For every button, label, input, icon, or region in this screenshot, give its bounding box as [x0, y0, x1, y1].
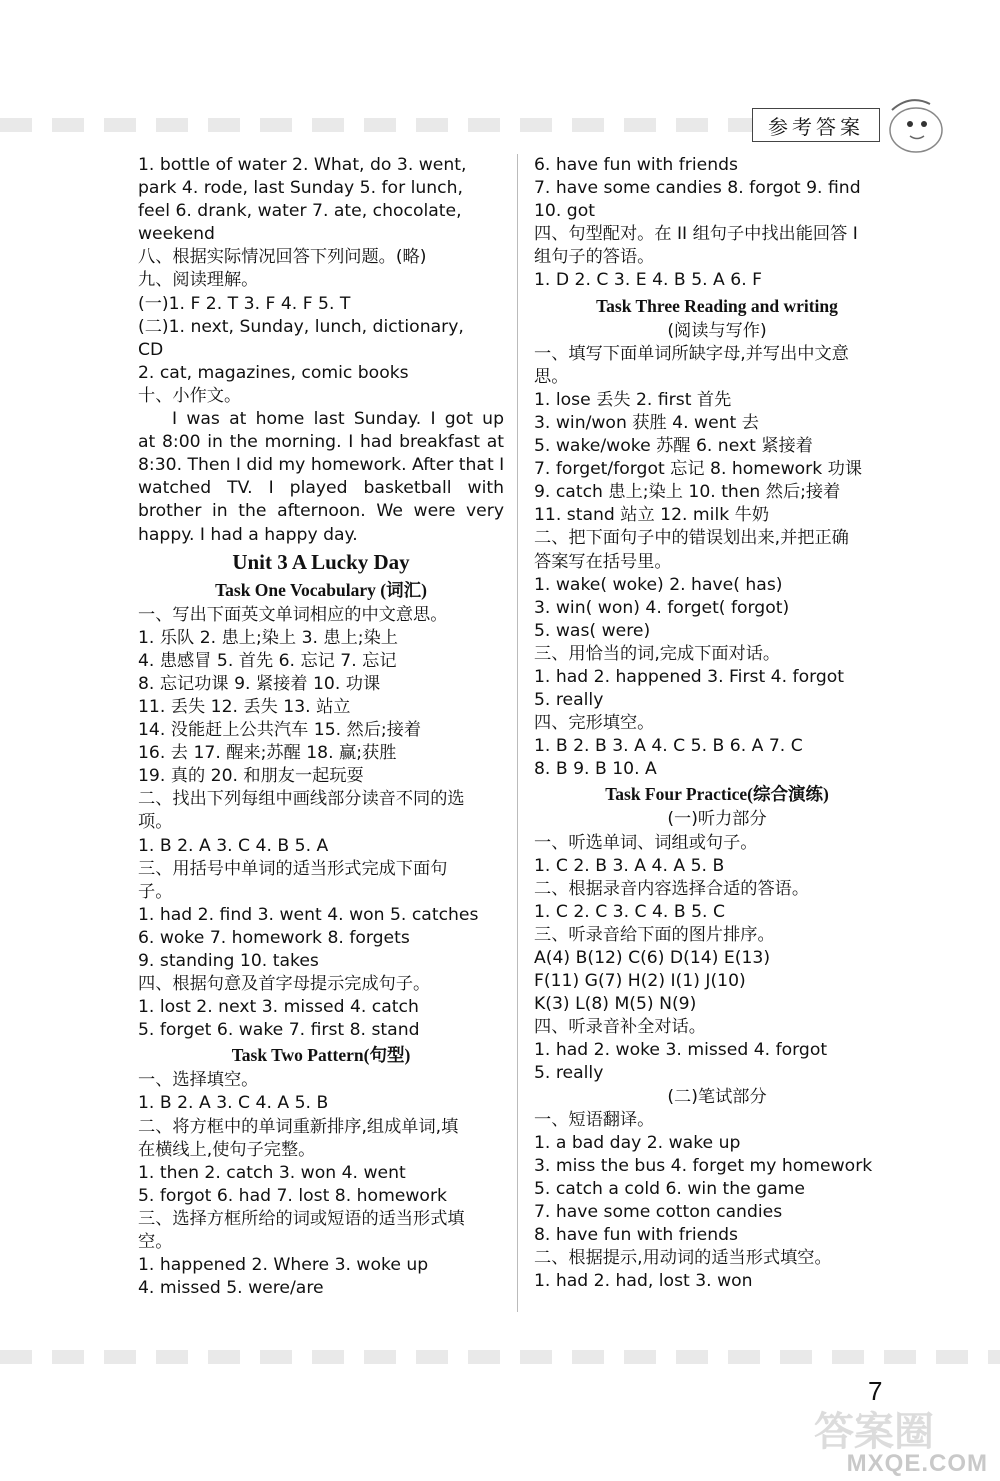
answer-line: 5. forget 6. wake 7. first 8. stand: [138, 1020, 420, 1041]
answer-line: 11. stand 站立 12. milk 牛奶: [534, 505, 770, 526]
answer-line: 6. woke 7. homework 8. forgets: [138, 927, 410, 948]
question-heading: 在横线上,使句子完整。: [138, 1139, 316, 1160]
answer-line: 1. a bad day 2. wake up: [534, 1132, 741, 1153]
question-heading: 子。: [138, 881, 173, 902]
answer-line: 16. 去 17. 醒来;苏醒 18. 赢;获胜: [138, 743, 397, 764]
question-heading: 一、写出下面英文单词相应的中文意思。: [138, 604, 448, 625]
section-subtitle: (二)笔试部分: [667, 1086, 767, 1107]
answer-line: 1. lose 丢失 2. first 首先: [534, 389, 732, 410]
answer-line: 4. missed 5. were/are: [138, 1278, 324, 1299]
task-subtitle: (阅读与写作): [667, 320, 767, 341]
answer-line: 7. have some candies 8. forgot 9. find: [534, 178, 861, 199]
right-column: [534, 154, 900, 1293]
question-heading: 答案写在括号里。: [534, 551, 672, 572]
answer-line: 4. 患感冒 5. 首先 6. 忘记 7. 忘记: [138, 650, 397, 671]
answer-line: 1. had 2. happened 3. First 4. forgot: [534, 666, 845, 687]
answer-line: 7. forget/forgot 忘记 8. homework 功课: [534, 459, 863, 480]
answer-line: 1. B 2. A 3. C 4. A 5. B: [138, 1093, 329, 1114]
answer-line: 5. catch a cold 6. win the game: [534, 1178, 805, 1199]
answer-line: 1. B 2. A 3. C 4. B 5. A: [138, 835, 329, 856]
answer-line: 1. happened 2. Where 3. woke up: [138, 1255, 429, 1276]
essay-line: happy. I had a happy day.: [138, 524, 358, 545]
question-heading: 四、完形填空。: [534, 713, 655, 734]
answer-line: 3. win( won) 4. forget( forgot): [534, 597, 790, 618]
answer-line: 3. miss the bus 4. forget my homework: [534, 1155, 873, 1176]
answer-line: 1. bottle of water 2. What, do 3. went,: [138, 155, 467, 175]
question-heading: 一、填写下面单词所缺字母,并写出中文意: [534, 343, 849, 364]
answer-line: feel 6. drank, water 7. ate, chocolate,: [138, 201, 462, 222]
answer-line: 11. 丢失 12. 丢失 13. 站立: [138, 696, 351, 717]
section-subtitle: (一)听力部分: [667, 809, 767, 830]
answer-line: 8. B 9. B 10. A: [534, 759, 657, 780]
answer-line: 5. really: [534, 1063, 604, 1084]
question-heading: 思。: [534, 366, 569, 387]
question-heading: 八、根据实际情况回答下列问题。(略): [138, 247, 427, 268]
answer-line: 5. wake/woke 苏醒 6. next 紧接着: [534, 436, 813, 457]
answer-line: 1. lost 2. next 3. missed 4. catch: [138, 997, 419, 1018]
answer-line: 8. 忘记功课 9. 紧接着 10. 功课: [138, 673, 381, 694]
answer-line: (二)1. next, Sunday, lunch, dictionary,: [138, 316, 464, 337]
question-heading: 二、根据提示,用动词的适当形式填空。: [534, 1248, 832, 1269]
answer-line: 19. 真的 20. 和朋友一起玩耍: [138, 766, 364, 787]
answer-line: 1. had 2. woke 3. missed 4. forgot: [534, 1040, 828, 1061]
essay-line: 8:30. Then I did my homework. After that I: [138, 455, 505, 476]
answer-line: 14. 没能赶上公共汽车 15. 然后;接着: [138, 720, 422, 741]
question-heading: 二、把下面句子中的错误划出来,并把正确: [534, 528, 849, 549]
section-header-box: [752, 108, 880, 142]
question-heading: 项。: [138, 812, 173, 833]
question-heading: 二、根据录音内容选择合适的答语。: [534, 878, 810, 899]
answer-line: F(11) G(7) H(2) I(1) J(10): [534, 971, 746, 992]
question-heading: 九、阅读理解。: [138, 270, 259, 291]
answer-line: 5. forgot 6. had 7. lost 8. homework: [138, 1185, 447, 1206]
answer-line: 1. C 2. B 3. A 4. A 5. B: [534, 855, 725, 876]
question-heading: 二、将方框中的单词重新排序,组成单词,填: [138, 1116, 459, 1137]
answer-line: 1. B 2. B 3. A 4. C 5. B 6. A 7. C: [534, 736, 803, 757]
answer-line: K(3) L(8) M(5) N(9): [534, 994, 697, 1015]
answer-line: 1. had 2. had, lost 3. won: [534, 1271, 753, 1292]
essay-line: I was at home last Sunday. I got up: [172, 409, 504, 430]
answer-line: 1. 乐队 2. 患上;染上 3. 患上;染上: [138, 627, 398, 648]
question-heading: 一、选择填空。: [138, 1070, 259, 1091]
task-title: Task Three Reading and writing: [596, 295, 838, 316]
task-title: Task Two Pattern(句型): [231, 1045, 411, 1066]
question-heading: 一、听选单词、词组或句子。: [534, 832, 758, 853]
question-heading: 四、根据句意及首字母提示完成句子。: [138, 974, 431, 995]
task-title: Task One Vocabulary (词汇): [215, 579, 427, 600]
question-heading: 一、短语翻译。: [534, 1109, 655, 1130]
question-heading: 二、找出下列每组中画线部分读音不同的选: [138, 789, 465, 810]
question-heading: 空。: [138, 1232, 173, 1253]
question-heading: 四、听录音补全对话。: [534, 1017, 706, 1038]
answer-line: CD: [138, 339, 164, 360]
question-heading: 三、用恰当的词,完成下面对话。: [534, 643, 781, 664]
answer-line: 1. wake( woke) 2. have( has): [534, 574, 783, 595]
mascot-icon: [880, 88, 950, 158]
answer-line: A(4) B(12) C(6) D(14) E(13): [534, 948, 771, 968]
answer-line: 8. have fun with friends: [534, 1225, 738, 1246]
answer-line: 6. have fun with friends: [534, 155, 738, 175]
question-heading: 十、小作文。: [138, 385, 242, 406]
footer-decor-band: [0, 1350, 1000, 1364]
question-heading: 三、听录音给下面的图片排序。: [534, 924, 775, 945]
essay-line: at 8:00 in the morning. I had breakfast at: [138, 432, 504, 453]
answer-line: 9. standing 10. takes: [138, 951, 319, 971]
answer-line: (一)1. F 2. T 3. F 4. F 5. T: [138, 293, 351, 314]
column-divider: [517, 154, 518, 1312]
answer-line: 10. got: [534, 201, 595, 222]
question-heading: 三、用括号中单词的适当形式完成下面句: [138, 858, 448, 879]
essay-line: brother in the afternoon. We were very: [138, 501, 504, 522]
question-heading: 组句子的答语。: [534, 247, 655, 268]
answer-line: weekend: [138, 224, 215, 245]
answer-line: 5. was( were): [534, 620, 651, 641]
page-number: 7: [868, 1376, 883, 1406]
watermark-chars: 答案圈: [814, 1409, 934, 1455]
answer-line: 9. catch 患上;染上 10. then 然后;接着: [534, 482, 841, 503]
answer-line: 1. had 2. find 3. went 4. won 5. catches: [138, 904, 479, 925]
answer-line: 1. C 2. C 3. C 4. B 5. C: [534, 901, 725, 922]
task-title: Task Four Practice(综合演练): [605, 784, 829, 805]
essay-line: watched TV. I played basketball with: [138, 478, 504, 499]
answer-line: 7. have some cotton candies: [534, 1202, 783, 1223]
answer-line: 5. really: [534, 690, 604, 711]
header-decor-band: [0, 118, 760, 132]
watermark-domain: MXQE.COM: [846, 1450, 988, 1477]
left-column: [138, 154, 504, 1300]
section-header-label: 参考答案: [768, 114, 864, 139]
answer-line: 3. win/won 获胜 4. went 去: [534, 412, 759, 433]
question-heading: 三、选择方框所给的词或短语的适当形式填: [138, 1208, 465, 1229]
answer-line: 2. cat, magazines, comic books: [138, 362, 409, 383]
unit-title: Unit 3 A Lucky Day: [232, 549, 410, 574]
answer-line: 1. then 2. catch 3. won 4. went: [138, 1162, 406, 1183]
answer-line: 1. D 2. C 3. E 4. B 5. A 6. F: [534, 270, 763, 291]
answer-line: park 4. rode, last Sunday 5. for lunch,: [138, 178, 463, 199]
question-heading: 四、句型配对。在 II 组句子中找出能回答 I: [534, 224, 858, 245]
